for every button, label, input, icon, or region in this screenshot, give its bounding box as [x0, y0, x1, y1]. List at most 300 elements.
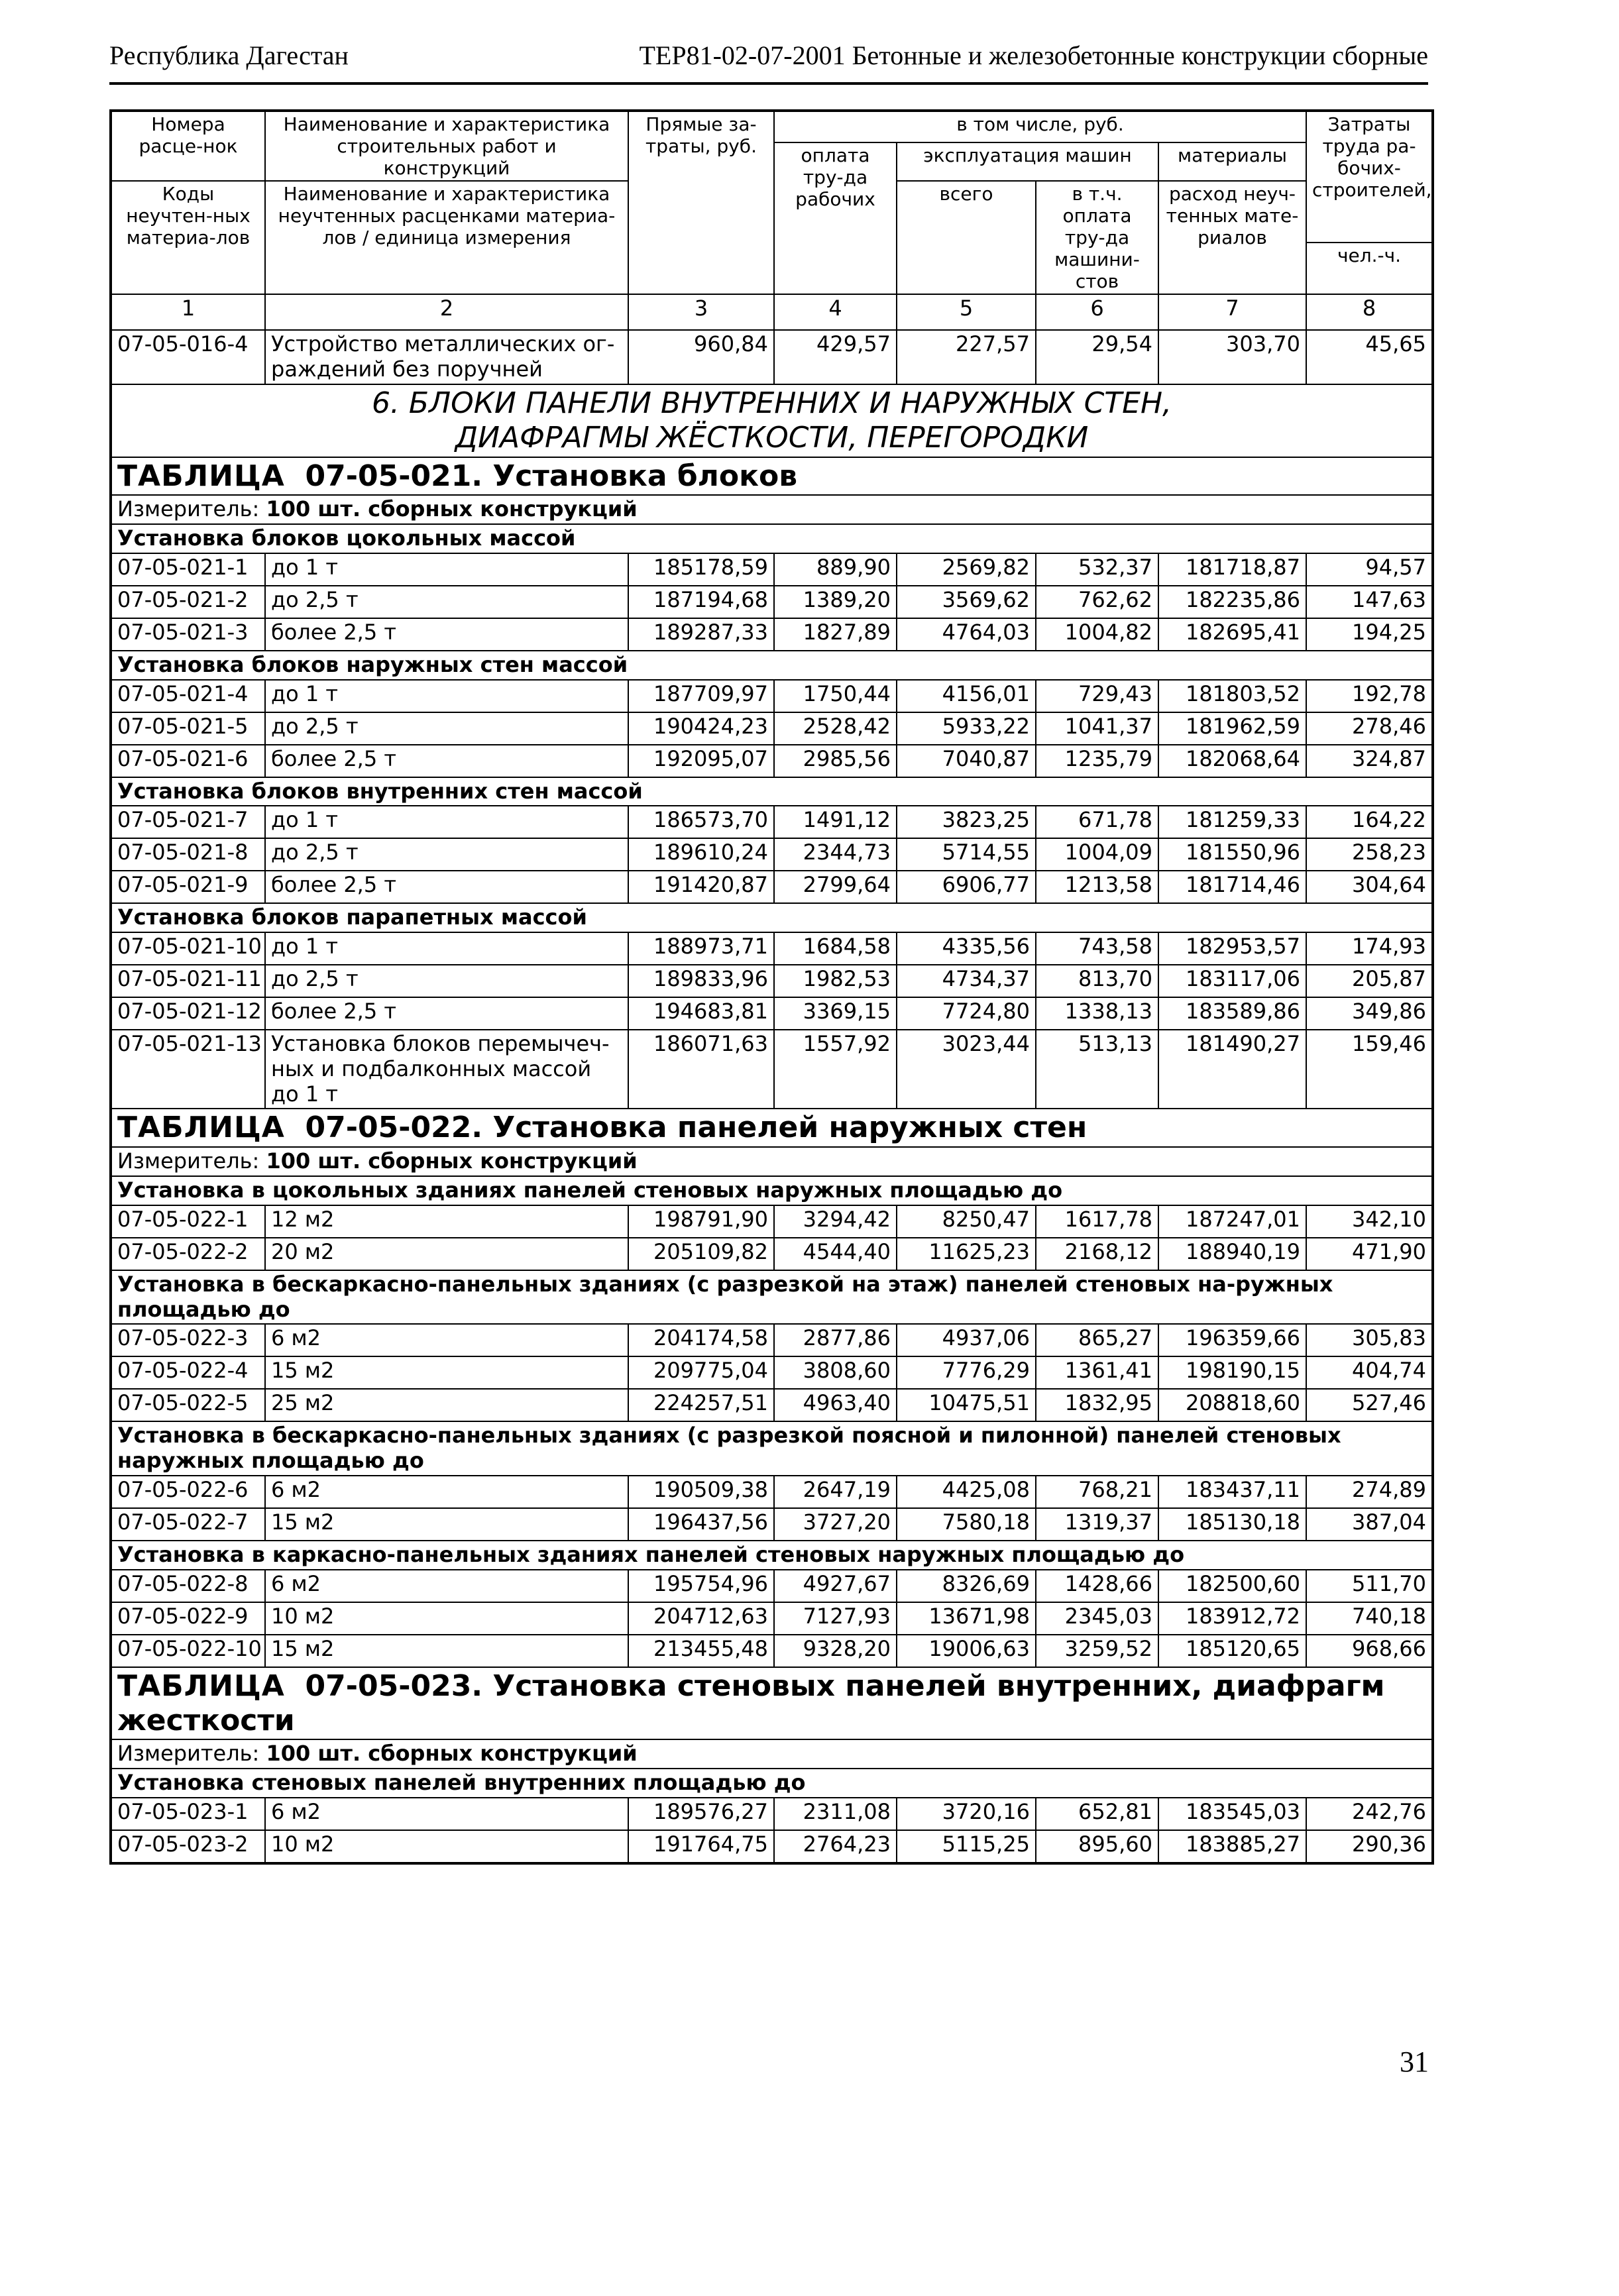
rate-code: 07-05-021-10	[111, 932, 265, 965]
machines-total: 8250,47	[897, 1205, 1036, 1238]
rate-code: 07-05-022-3	[111, 1324, 265, 1356]
rate-name: 25 м2	[265, 1389, 628, 1421]
machines-total: 4937,06	[897, 1324, 1036, 1356]
machines-total: 3823,25	[897, 806, 1036, 838]
table-row	[111, 1476, 1433, 1508]
meter-row	[111, 495, 1433, 524]
worker-pay: 2647,19	[774, 1476, 897, 1508]
rate-code: 07-05-021-7	[111, 806, 265, 838]
direct-costs: 204712,63	[628, 1602, 774, 1635]
labor-costs: 174,93	[1306, 932, 1433, 965]
machinist-pay: 1428,66	[1036, 1570, 1158, 1602]
group-title: Установка блоков цокольных массой	[111, 524, 1433, 553]
worker-pay: 3808,60	[774, 1356, 897, 1389]
machinist-pay: 895,60	[1036, 1830, 1158, 1863]
worker-pay: 3727,20	[774, 1508, 897, 1541]
labor-costs: 164,22	[1306, 806, 1433, 838]
materials: 185120,65	[1158, 1635, 1306, 1667]
rate-name: 10 м2	[265, 1602, 628, 1635]
rate-code: 07-05-021-13	[111, 1030, 265, 1109]
table-row	[111, 1798, 1433, 1830]
labor-costs: 968,66	[1306, 1635, 1433, 1667]
labor-costs: 324,87	[1306, 745, 1433, 777]
labor-costs: 290,36	[1306, 1830, 1433, 1863]
table-code: 07-05-021.	[305, 459, 483, 493]
group-title: Установка стеновых панелей внутренних площадью до	[111, 1769, 1433, 1798]
machines-total: 5714,55	[897, 838, 1036, 871]
rate-name: 15 м2	[265, 1635, 628, 1667]
labor-costs: 194,25	[1306, 618, 1433, 651]
worker-pay: 3294,42	[774, 1205, 897, 1238]
machinist-pay: 813,70	[1036, 965, 1158, 997]
rate-name: более 2,5 т	[265, 997, 628, 1030]
column-number: 4	[774, 294, 897, 330]
machinist-pay: 1832,95	[1036, 1389, 1158, 1421]
direct-costs: 209775,04	[628, 1356, 774, 1389]
rate-name: Устройство металлических ог-раждений без поручней	[265, 330, 628, 384]
materials: 182500,60	[1158, 1570, 1306, 1602]
header-including: в том числе, руб.	[774, 111, 1306, 142]
machines-total: 4734,37	[897, 965, 1036, 997]
direct-costs: 189833,96	[628, 965, 774, 997]
rate-code: 07-05-021-1	[111, 553, 265, 586]
rate-name: 6 м2	[265, 1798, 628, 1830]
labor-costs: 471,90	[1306, 1238, 1433, 1270]
meter-value: 100 шт. сборных конструкций	[266, 1148, 638, 1174]
worker-pay: 889,90	[774, 553, 897, 586]
worker-pay: 2764,23	[774, 1830, 897, 1863]
rate-name: более 2,5 т	[265, 745, 628, 777]
running-header	[109, 34, 1428, 85]
worker-pay: 1982,53	[774, 965, 897, 997]
group-title: Установка в цокольных зданиях панелей стеновых наружных площадью до	[111, 1176, 1433, 1205]
document-title: ТЕР81-02-07-2001 Бетонные и железобетонные конструкции сборные	[639, 40, 1428, 70]
worker-pay: 3369,15	[774, 997, 897, 1030]
rate-name: до 2,5 т	[265, 965, 628, 997]
machines-total: 7724,80	[897, 997, 1036, 1030]
table-row	[111, 618, 1433, 651]
group-title-row	[111, 903, 1433, 932]
machines-total: 2569,82	[897, 553, 1036, 586]
worker-pay: 1827,89	[774, 618, 897, 651]
labor-costs: 242,76	[1306, 1798, 1433, 1830]
table-row	[111, 1830, 1433, 1863]
rate-name: 15 м2	[265, 1356, 628, 1389]
worker-pay: 429,57	[774, 330, 897, 384]
rate-name: более 2,5 т	[265, 871, 628, 903]
meter-label: Измеритель:	[117, 496, 266, 522]
table-title-row	[111, 1667, 1433, 1740]
rate-name: до 1 т	[265, 932, 628, 965]
header-material-consumption: расход неуч-тенных мате-риалов	[1158, 181, 1306, 294]
header-direct-costs: Прямые за-траты, руб.	[628, 111, 774, 294]
table-code: 07-05-023.	[305, 1668, 483, 1703]
table-row	[111, 1238, 1433, 1270]
direct-costs: 198791,90	[628, 1205, 774, 1238]
group-title-row	[111, 1176, 1433, 1205]
direct-costs: 205109,82	[628, 1238, 774, 1270]
table-row	[111, 1030, 1433, 1109]
machines-total: 227,57	[897, 330, 1036, 384]
table-row	[111, 932, 1433, 965]
machines-total: 7776,29	[897, 1356, 1036, 1389]
materials: 181803,52	[1158, 680, 1306, 712]
machinist-pay: 1004,82	[1036, 618, 1158, 651]
direct-costs: 190424,23	[628, 712, 774, 745]
table-name: Установка стеновых панелей внутренних, диафрагм жесткости	[117, 1668, 1385, 1737]
meter	[111, 495, 1433, 524]
group-title: Установка в бескаркасно-панельных зданиях (с разрезкой поясной и пилонной) панелей стеновых наружных площадью до	[111, 1421, 1433, 1476]
rate-code: 07-05-021-11	[111, 965, 265, 997]
rate-code: 07-05-021-2	[111, 586, 265, 618]
machines-total: 10475,51	[897, 1389, 1036, 1421]
rate-name: до 2,5 т	[265, 712, 628, 745]
rate-code: 07-05-022-7	[111, 1508, 265, 1541]
table-row	[111, 871, 1433, 903]
header-materials: материалы	[1158, 142, 1306, 181]
machines-total: 5115,25	[897, 1830, 1036, 1863]
group-title: Установка в бескаркасно-панельных зданиях (с разрезкой на этаж) панелей стеновых на-ружных площадью до	[111, 1270, 1433, 1325]
materials: 183545,03	[1158, 1798, 1306, 1830]
meter-label: Измеритель:	[117, 1148, 266, 1174]
machines-total: 3023,44	[897, 1030, 1036, 1109]
table-code: 07-05-022.	[305, 1111, 483, 1145]
materials: 183117,06	[1158, 965, 1306, 997]
column-number: 1	[111, 294, 265, 330]
rate-code: 07-05-021-6	[111, 745, 265, 777]
machinist-pay: 29,54	[1036, 330, 1158, 384]
rate-code: 07-05-023-1	[111, 1798, 265, 1830]
labor-costs: 305,83	[1306, 1324, 1433, 1356]
header-machine-operation: эксплуатация машин	[897, 142, 1158, 181]
machinist-pay: 1319,37	[1036, 1508, 1158, 1541]
group-title-row	[111, 524, 1433, 553]
column-number: 6	[1036, 294, 1158, 330]
rate-code: 07-05-022-10	[111, 1635, 265, 1667]
direct-costs: 187709,97	[628, 680, 774, 712]
worker-pay: 2344,73	[774, 838, 897, 871]
labor-costs: 205,87	[1306, 965, 1433, 997]
column-number: 8	[1306, 294, 1433, 330]
materials: 183885,27	[1158, 1830, 1306, 1863]
group-title-row	[111, 1769, 1433, 1798]
machines-total: 7040,87	[897, 745, 1036, 777]
materials: 208818,60	[1158, 1389, 1306, 1421]
labor-costs: 94,57	[1306, 553, 1433, 586]
table-row	[111, 586, 1433, 618]
table-label: ТАБЛИЦА	[117, 459, 285, 493]
materials: 181550,96	[1158, 838, 1306, 871]
rate-code: 07-05-022-9	[111, 1602, 265, 1635]
group-title: Установка блоков внутренних стен массой	[111, 777, 1433, 806]
worker-pay: 2311,08	[774, 1798, 897, 1830]
meter-value: 100 шт. сборных конструкций	[266, 1741, 638, 1767]
machinist-pay: 671,78	[1036, 806, 1158, 838]
machinist-pay: 1361,41	[1036, 1356, 1158, 1389]
worker-pay: 4927,67	[774, 1570, 897, 1602]
direct-costs: 192095,07	[628, 745, 774, 777]
rate-name: более 2,5 т	[265, 618, 628, 651]
table-row	[111, 553, 1433, 586]
region-title: Республика Дагестан	[109, 40, 349, 70]
table-name: Установка блоков	[492, 459, 798, 493]
rate-name: 20 м2	[265, 1238, 628, 1270]
machinist-pay: 865,27	[1036, 1324, 1158, 1356]
labor-costs: 740,18	[1306, 1602, 1433, 1635]
meter-row	[111, 1147, 1433, 1176]
machinist-pay: 2168,12	[1036, 1238, 1158, 1270]
materials: 182695,41	[1158, 618, 1306, 651]
section-heading-row	[111, 384, 1433, 457]
machines-total: 4425,08	[897, 1476, 1036, 1508]
table-row	[111, 1389, 1433, 1421]
rate-code: 07-05-022-6	[111, 1476, 265, 1508]
rate-name: 6 м2	[265, 1324, 628, 1356]
group-title: Установка блоков наружных стен массой	[111, 651, 1433, 680]
rate-code: 07-05-022-8	[111, 1570, 265, 1602]
table-row	[111, 1570, 1433, 1602]
table-title	[111, 1109, 1433, 1147]
direct-costs: 960,84	[628, 330, 774, 384]
machinist-pay: 1213,58	[1036, 871, 1158, 903]
direct-costs: 189287,33	[628, 618, 774, 651]
materials: 182953,57	[1158, 932, 1306, 965]
direct-costs: 213455,48	[628, 1635, 774, 1667]
table-row	[111, 1635, 1433, 1667]
table-header	[111, 111, 1433, 294]
table-row	[111, 1324, 1433, 1356]
header-machinist-pay: в т.ч. оплата тру-да машини-стов	[1036, 181, 1158, 294]
machines-total: 8326,69	[897, 1570, 1036, 1602]
header-worker-pay: оплата тру-да рабочих	[774, 142, 897, 294]
machinist-pay: 1235,79	[1036, 745, 1158, 777]
rate-name: Установка блоков перемычеч-ных и подбалконных массой до 1 т	[265, 1030, 628, 1109]
worker-pay: 1684,58	[774, 932, 897, 965]
table-title-row	[111, 457, 1433, 496]
materials: 183589,86	[1158, 997, 1306, 1030]
rate-name: до 1 т	[265, 806, 628, 838]
table-row	[111, 1356, 1433, 1389]
group-title-row	[111, 651, 1433, 680]
header-machines-total: всего	[897, 181, 1036, 294]
table-row	[111, 1508, 1433, 1541]
machinist-pay: 652,81	[1036, 1798, 1158, 1830]
direct-costs: 189610,24	[628, 838, 774, 871]
header-material-codes: Коды неучтен-ных материа-лов	[111, 181, 265, 294]
meter-value: 100 шт. сборных конструкций	[266, 496, 638, 522]
rate-code: 07-05-021-5	[111, 712, 265, 745]
rate-code: 07-05-022-2	[111, 1238, 265, 1270]
table-row	[111, 806, 1433, 838]
direct-costs: 224257,51	[628, 1389, 774, 1421]
direct-costs: 187194,68	[628, 586, 774, 618]
labor-costs: 387,04	[1306, 1508, 1433, 1541]
group-title-row	[111, 1421, 1433, 1476]
page-number: 31	[1400, 2046, 1429, 2078]
direct-costs: 194683,81	[628, 997, 774, 1030]
materials: 181718,87	[1158, 553, 1306, 586]
table-body	[111, 294, 1433, 1863]
materials: 181259,33	[1158, 806, 1306, 838]
rate-code: 07-05-016-4	[111, 330, 265, 384]
machines-total: 13671,98	[897, 1602, 1036, 1635]
rate-code: 07-05-021-3	[111, 618, 265, 651]
machinist-pay: 1004,09	[1036, 838, 1158, 871]
worker-pay: 2799,64	[774, 871, 897, 903]
machines-total: 19006,63	[897, 1635, 1036, 1667]
machinist-pay: 768,21	[1036, 1476, 1158, 1508]
rates-table	[109, 109, 1434, 1865]
worker-pay: 7127,93	[774, 1602, 897, 1635]
worker-pay: 2877,86	[774, 1324, 897, 1356]
worker-pay: 9328,20	[774, 1635, 897, 1667]
column-number: 3	[628, 294, 774, 330]
direct-costs: 191764,75	[628, 1830, 774, 1863]
materials: 196359,66	[1158, 1324, 1306, 1356]
section-title	[111, 384, 1433, 457]
materials: 182235,86	[1158, 586, 1306, 618]
table-row	[111, 712, 1433, 745]
direct-costs: 186573,70	[628, 806, 774, 838]
meter	[111, 1739, 1433, 1769]
materials: 181962,59	[1158, 712, 1306, 745]
labor-costs: 258,23	[1306, 838, 1433, 871]
direct-costs: 204174,58	[628, 1324, 774, 1356]
rate-name: 12 м2	[265, 1205, 628, 1238]
rate-name: 6 м2	[265, 1476, 628, 1508]
section-title-line: ДИАФРАГМЫ ЖЁСТКОСТИ, ПЕРЕГОРОДКИ	[455, 420, 1089, 455]
table-row	[111, 997, 1433, 1030]
machinist-pay: 743,58	[1036, 932, 1158, 965]
direct-costs: 191420,87	[628, 871, 774, 903]
column-number: 2	[265, 294, 628, 330]
labor-costs: 349,86	[1306, 997, 1433, 1030]
labor-costs: 511,70	[1306, 1570, 1433, 1602]
materials: 188940,19	[1158, 1238, 1306, 1270]
machinist-pay: 513,13	[1036, 1030, 1158, 1109]
rate-code: 07-05-022-4	[111, 1356, 265, 1389]
worker-pay: 1750,44	[774, 680, 897, 712]
machines-total: 4156,01	[897, 680, 1036, 712]
worker-pay: 2528,42	[774, 712, 897, 745]
direct-costs: 196437,56	[628, 1508, 774, 1541]
rate-name: до 2,5 т	[265, 838, 628, 871]
direct-costs: 186071,63	[628, 1030, 774, 1109]
header-rate-numbers: Номера расце-нок	[111, 111, 265, 181]
worker-pay: 1389,20	[774, 586, 897, 618]
column-number: 5	[897, 294, 1036, 330]
materials: 183912,72	[1158, 1602, 1306, 1635]
rate-code: 07-05-022-1	[111, 1205, 265, 1238]
labor-costs: 304,64	[1306, 871, 1433, 903]
header-material-name: Наименование и характеристика неучтенных расценками материа-лов / единица измерения	[265, 181, 628, 294]
group-title-row	[111, 777, 1433, 806]
materials: 181490,27	[1158, 1030, 1306, 1109]
direct-costs: 188973,71	[628, 932, 774, 965]
machines-total: 3569,62	[897, 586, 1036, 618]
table-label: ТАБЛИЦА	[117, 1111, 285, 1145]
machines-total: 7580,18	[897, 1508, 1036, 1541]
meter-label: Измеритель:	[117, 1741, 266, 1767]
group-title: Установка блоков парапетных массой	[111, 903, 1433, 932]
machinist-pay: 3259,52	[1036, 1635, 1158, 1667]
table-row	[111, 745, 1433, 777]
column-number: 7	[1158, 294, 1306, 330]
table-title	[111, 1667, 1433, 1740]
labor-costs: 342,10	[1306, 1205, 1433, 1238]
rate-name: до 1 т	[265, 680, 628, 712]
direct-costs: 190509,38	[628, 1476, 774, 1508]
rate-code: 07-05-021-9	[111, 871, 265, 903]
header-work-name: Наименование и характеристика строительных работ и конструкций	[265, 111, 628, 181]
machinist-pay: 532,37	[1036, 553, 1158, 586]
labor-costs: 147,63	[1306, 586, 1433, 618]
labor-costs: 159,46	[1306, 1030, 1433, 1109]
meter	[111, 1147, 1433, 1176]
rate-name: 6 м2	[265, 1570, 628, 1602]
materials: 181714,46	[1158, 871, 1306, 903]
rate-code: 07-05-023-2	[111, 1830, 265, 1863]
worker-pay: 4544,40	[774, 1238, 897, 1270]
table-row	[111, 838, 1433, 871]
direct-costs: 189576,27	[628, 1798, 774, 1830]
materials: 303,70	[1158, 330, 1306, 384]
worker-pay: 1557,92	[774, 1030, 897, 1109]
worker-pay: 2985,56	[774, 745, 897, 777]
materials: 182068,64	[1158, 745, 1306, 777]
labor-costs: 404,74	[1306, 1356, 1433, 1389]
table-row	[111, 1602, 1433, 1635]
labor-costs: 192,78	[1306, 680, 1433, 712]
rate-code: 07-05-021-12	[111, 997, 265, 1030]
machines-total: 4764,03	[897, 618, 1036, 651]
machinist-pay: 1338,13	[1036, 997, 1158, 1030]
machinist-pay: 1617,78	[1036, 1205, 1158, 1238]
labor-costs: 278,46	[1306, 712, 1433, 745]
rate-name: до 2,5 т	[265, 586, 628, 618]
table-row	[111, 1205, 1433, 1238]
machinist-pay: 729,43	[1036, 680, 1158, 712]
machines-total: 5933,22	[897, 712, 1036, 745]
column-numbers-row	[111, 294, 1433, 330]
meter-row	[111, 1739, 1433, 1769]
section-title-line: 6. БЛОКИ ПАНЕЛИ ВНУТРЕННИХ И НАРУЖНЫХ СТЕН,	[371, 386, 1172, 420]
rate-code: 07-05-021-8	[111, 838, 265, 871]
table-title	[111, 457, 1433, 496]
table-name: Установка панелей наружных стен	[492, 1111, 1088, 1145]
machinist-pay: 762,62	[1036, 586, 1158, 618]
table-title-row	[111, 1109, 1433, 1147]
table-row	[111, 330, 1433, 384]
direct-costs: 195754,96	[628, 1570, 774, 1602]
labor-costs: 274,89	[1306, 1476, 1433, 1508]
rate-name: до 1 т	[265, 553, 628, 586]
table-row	[111, 680, 1433, 712]
worker-pay: 4963,40	[774, 1389, 897, 1421]
rate-name: 15 м2	[265, 1508, 628, 1541]
table-label: ТАБЛИЦА	[117, 1668, 285, 1703]
materials: 187247,01	[1158, 1205, 1306, 1238]
machines-total: 4335,56	[897, 932, 1036, 965]
materials: 185130,18	[1158, 1508, 1306, 1541]
group-title-row	[111, 1541, 1433, 1570]
header-labor-costs: Затраты труда ра-бочих-строителей,	[1306, 111, 1433, 243]
labor-costs: 45,65	[1306, 330, 1433, 384]
rate-code: 07-05-021-4	[111, 680, 265, 712]
machinist-pay: 1041,37	[1036, 712, 1158, 745]
machines-total: 11625,23	[897, 1238, 1036, 1270]
labor-costs: 527,46	[1306, 1389, 1433, 1421]
